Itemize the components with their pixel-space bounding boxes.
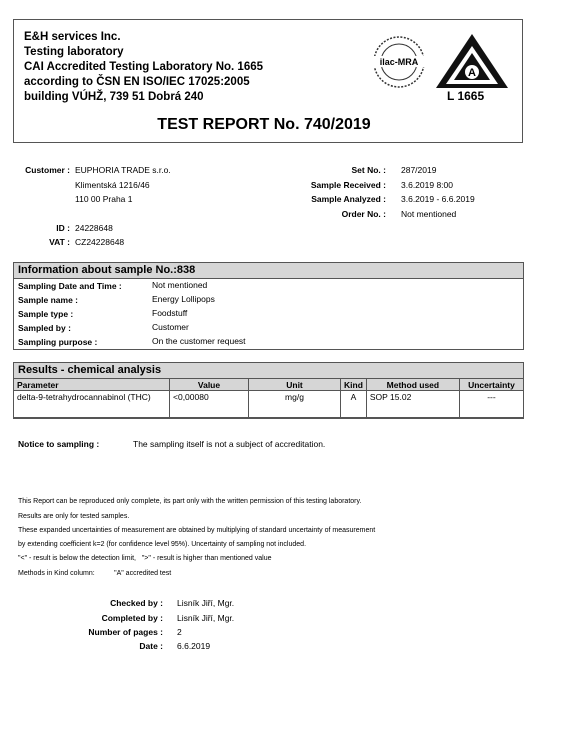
ilac-text: ilac-MRA	[379, 57, 419, 67]
notice-text: The sampling itself is not a subject of accreditation.	[133, 439, 326, 449]
address-line: building VÚHŽ, 739 51 Dobrá 240	[24, 91, 204, 103]
results-section	[13, 362, 524, 419]
result-unit: mg/g	[249, 391, 341, 418]
svg-text:A: A	[468, 67, 476, 79]
report-title: TEST REPORT No. 740/2019	[157, 116, 371, 133]
sample-info-value: On the customer request	[152, 336, 246, 346]
sample-info-key: Sample type :	[18, 309, 74, 319]
completed-by: Lisník Jiří, Mgr.	[177, 613, 235, 623]
date-label: Date :	[139, 641, 163, 651]
checked-by: Lisník Jiří, Mgr.	[177, 598, 235, 608]
customer-name: EUPHORIA TRADE s.r.o.	[75, 165, 171, 175]
sample-info-value: Customer	[152, 322, 189, 332]
footer-note: Methods in Kind column: "A" accredited test	[18, 570, 172, 577]
sample-info-row	[14, 307, 523, 321]
completed-label: Completed by :	[101, 613, 163, 623]
sample-analyzed: 3.6.2019 - 6.6.2019	[401, 194, 475, 204]
lab-name: Testing laboratory	[24, 46, 124, 58]
analyzed-label: Sample Analyzed :	[311, 194, 386, 204]
sample-info-section	[13, 262, 524, 350]
number-of-pages: 2	[177, 627, 182, 637]
set-label: Set No. :	[351, 165, 386, 175]
customer-city: 110 00 Praha 1	[75, 194, 133, 204]
sample-info-row	[14, 335, 523, 349]
sample-info-key: Sampling Date and Time :	[18, 281, 122, 291]
customer-street: Klimentská 1216/46	[75, 180, 150, 190]
column-header: Value	[170, 379, 249, 391]
ilac-mra-logo	[368, 34, 430, 92]
results-title: Results - chemical analysis	[14, 363, 523, 378]
cai-triangle-logo	[432, 31, 512, 91]
result-uncertainty: ---	[459, 391, 523, 418]
order-no: Not mentioned	[401, 209, 457, 219]
lab-code: L 1665	[447, 89, 485, 103]
sample-info-value: Foodstuff	[152, 308, 188, 318]
sample-info-key: Sampled by :	[18, 323, 71, 333]
sample-info-key: Sample name :	[18, 295, 78, 305]
result-parameter: delta-9-tetrahydrocannabinol (THC)	[14, 391, 170, 418]
order-label: Order No. :	[341, 209, 386, 219]
sample-info-row	[14, 279, 523, 293]
sample-info-value: Not mentioned	[152, 280, 208, 290]
notice-label: Notice to sampling :	[18, 439, 100, 449]
footer-note: Results are only for tested samples.	[18, 513, 130, 520]
footer-note: This Report can be reproduced only complete, its part only with the written permission of this testing laboratory.	[18, 498, 362, 505]
column-header: Method used	[366, 379, 459, 391]
column-header: Uncertainty	[459, 379, 523, 391]
customer-label: Customer :	[25, 165, 70, 175]
footer-note: by extending coefficient k=2 (for confidence level 95%). Uncertainty of sampling not included.	[18, 541, 307, 548]
footer-note: These expanded uncertainties of measurement are obtained by multiplying of standard uncertainty of measurement	[18, 527, 376, 534]
company-name: E&H services Inc.	[24, 31, 121, 43]
customer-vat: CZ24228648	[75, 237, 125, 247]
column-header: Parameter	[14, 379, 170, 391]
vat-label: VAT :	[49, 237, 70, 247]
result-method: SOP 15.02	[366, 391, 459, 418]
received-label: Sample Received :	[310, 180, 386, 190]
checked-label: Checked by :	[110, 598, 163, 608]
sample-info-value: Energy Lollipops	[152, 294, 215, 304]
table-row	[14, 391, 523, 418]
sample-info-key: Sampling purpose :	[18, 337, 98, 347]
sample-info-row	[14, 293, 523, 307]
customer-id: 24228648	[75, 223, 113, 233]
result-kind: A	[341, 391, 367, 418]
accreditation-line: CAI Accredited Testing Laboratory No. 1665	[24, 61, 264, 73]
set-no: 287/2019	[401, 165, 437, 175]
results-table	[14, 378, 523, 418]
column-header: Unit	[249, 379, 341, 391]
standard-line: according to ČSN EN ISO/IEC 17025:2005	[24, 76, 250, 88]
column-header: Kind	[341, 379, 367, 391]
sample-info-title: Information about sample No.:838	[14, 263, 523, 279]
id-label: ID :	[56, 223, 70, 233]
report-date: 6.6.2019	[177, 641, 211, 651]
sample-received: 3.6.2019 8:00	[401, 180, 453, 190]
sample-info-row	[14, 321, 523, 335]
footer-note: "<" - result is below the detection limit, ">" - result is higher than mentioned value	[18, 555, 272, 562]
result-value: <0,00080	[170, 391, 249, 418]
pages-label: Number of pages :	[88, 627, 163, 637]
